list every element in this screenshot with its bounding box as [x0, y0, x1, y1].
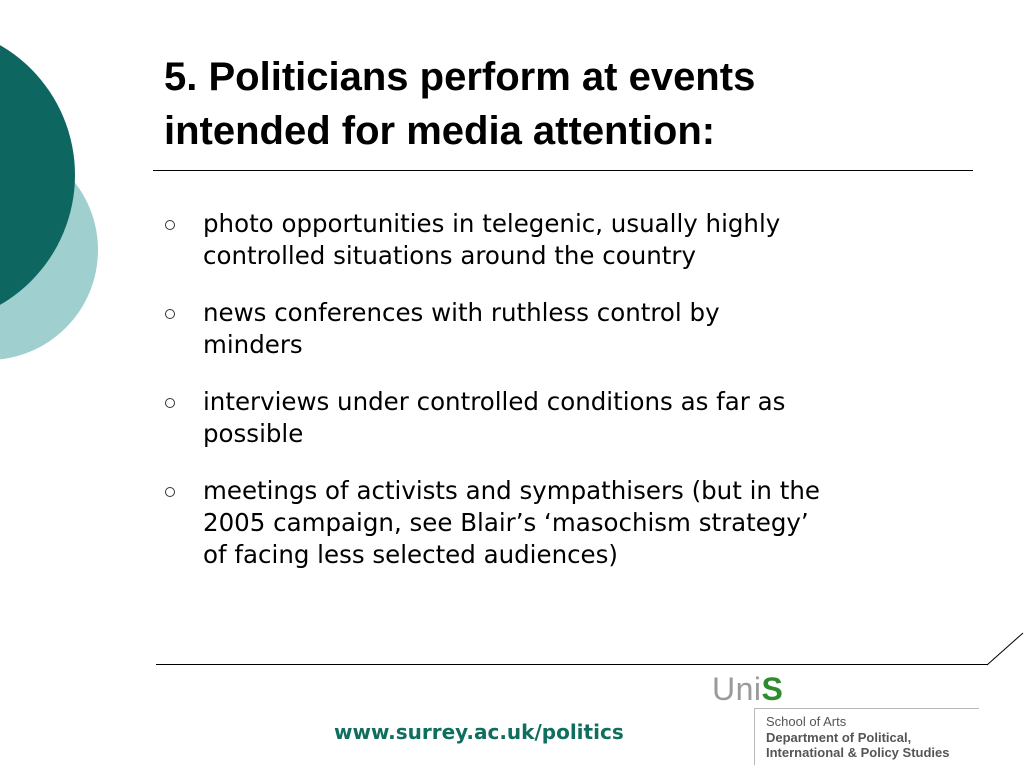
bullet-line: meetings of activists and sympathisers (but in the — [203, 476, 820, 505]
hollow-circle-bullet-icon — [165, 487, 175, 497]
logo-department-line: Department of Political, — [766, 730, 912, 745]
logo-wordmark — [712, 670, 783, 708]
hollow-circle-bullet-icon — [165, 309, 175, 319]
bullet-line: interviews under controlled conditions as far as — [203, 387, 786, 416]
logo-department-line: International & Policy Studies — [766, 745, 950, 760]
footer-divider — [156, 664, 988, 665]
title-line: intended for media attention: — [164, 109, 716, 153]
unis-logo — [712, 670, 980, 766]
hollow-circle-bullet-icon — [165, 398, 175, 408]
title-line: 5. Politicians perform at events — [164, 55, 756, 99]
bullet-text — [203, 208, 967, 272]
logo-school-name: School of Arts — [766, 714, 847, 729]
bullet-list — [162, 208, 967, 596]
bullet-text — [203, 297, 967, 361]
bullet-line: photo opportunities in telegenic, usually highly — [203, 209, 781, 238]
logo-wordmark-uni: Uni — [712, 671, 762, 707]
bullet-item — [162, 208, 967, 272]
logo-department-name — [766, 730, 949, 760]
bullet-text — [203, 386, 967, 450]
footer-divider-slant — [986, 632, 1024, 666]
hollow-circle-bullet-icon — [165, 220, 175, 230]
bullet-line: news conferences with ruthless control by — [203, 298, 720, 327]
bullet-line: of facing less selected audiences) — [203, 540, 618, 569]
logo-wordmark-s: S — [761, 671, 784, 707]
bullet-item — [162, 297, 967, 361]
logo-department-box — [754, 708, 979, 765]
bullet-line: 2005 campaign, see Blair’s ‘masochism strategy’ — [203, 508, 809, 537]
bullet-line: minders — [203, 330, 303, 359]
bullet-line: controlled situations around the country — [203, 241, 696, 270]
bullet-text — [203, 475, 967, 571]
bullet-line: possible — [203, 419, 304, 448]
bullet-item — [162, 475, 967, 571]
title-divider — [153, 170, 973, 171]
footer-url-link[interactable]: www.surrey.ac.uk/politics — [334, 720, 624, 744]
decorative-circles — [0, 0, 110, 410]
bullet-item — [162, 386, 967, 450]
slide-title — [164, 50, 964, 158]
